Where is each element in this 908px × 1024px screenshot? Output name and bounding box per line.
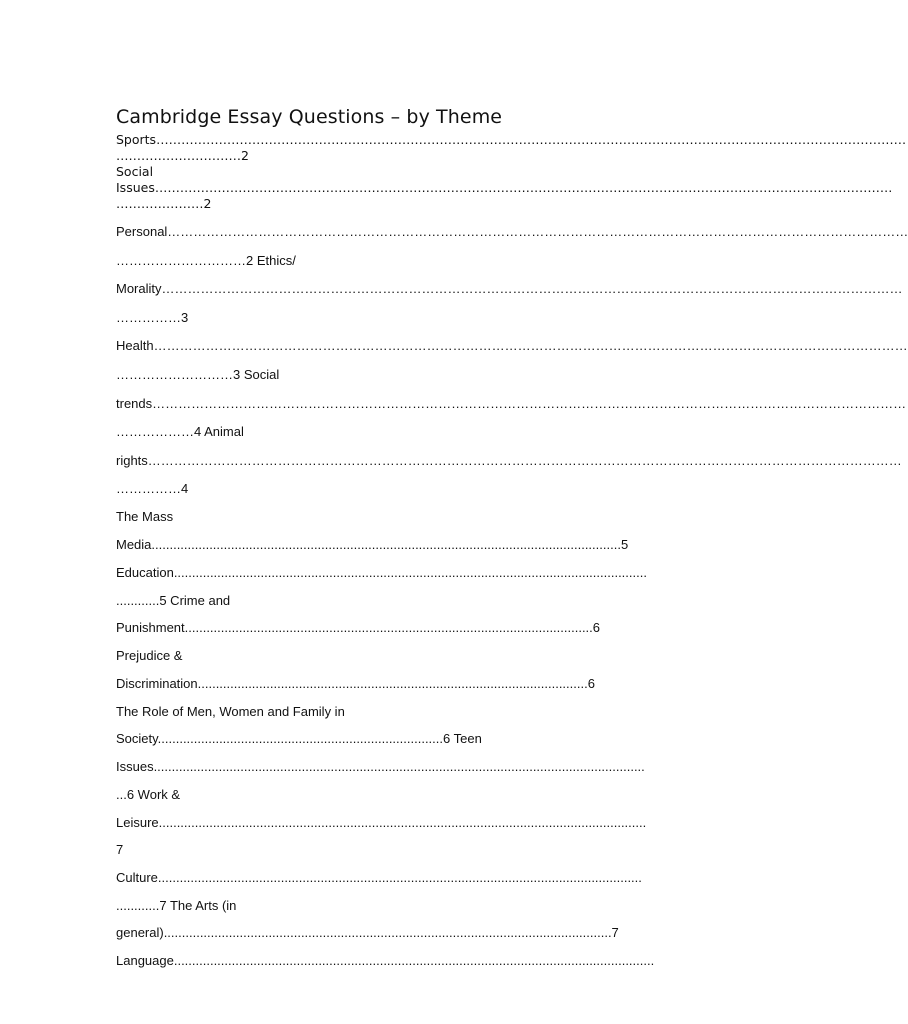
toc-line: Society...............................................................................6 Teen	[116, 731, 482, 746]
toc-line: Media..................................................................................................................................5	[116, 537, 629, 552]
toc-line: Prejudice &	[116, 648, 183, 663]
toc-line: Health…………………………………………………………………………………………………………………………………………………………	[116, 338, 908, 353]
toc-line: Language.....................................................................................................................................	[116, 953, 655, 968]
toc-line: ............5 Crime and	[116, 593, 231, 608]
toc-line: ……………4	[116, 481, 189, 496]
toc-line: …………………………2 Ethics/	[116, 253, 296, 268]
toc-line: …………………2	[116, 196, 212, 211]
toc-line: general)............................................................................................................................7	[116, 925, 619, 940]
toc-line: The Mass	[116, 509, 174, 524]
toc-line: Culture......................................................................................................................................	[116, 870, 642, 885]
toc-line: Personal………………………………………………………………………………………………………………………………………………………	[116, 224, 908, 239]
toc-line: ………………4 Animal	[116, 424, 244, 439]
toc-line: The Role of Men, Women and Family in	[116, 704, 345, 719]
toc-line: trends…………………………………………………………………………………………………………………………………………………………	[116, 396, 907, 411]
toc-line: ............7 The Arts (in	[116, 898, 237, 913]
toc-line: Social	[116, 164, 154, 179]
toc-line: ………………………3 Social	[116, 367, 280, 382]
toc-line: Morality………………………………………………………………………………………………………………………………………………………	[116, 281, 903, 296]
toc-line: …………………………2	[116, 148, 249, 163]
toc-line: Sports………………………………………………………………………………………………………………………………………………………………	[116, 132, 907, 147]
toc-line: Issues........................................................................................................................................	[116, 759, 645, 774]
toc-line: ...6 Work &	[116, 787, 181, 802]
toc-line: Punishment.................................................................................................................6	[116, 620, 601, 635]
toc-line: Issues……………………………………………………………………………………………………………………………………………………………	[116, 180, 893, 195]
toc-line: ……………3	[116, 310, 189, 325]
toc-line: Education...................................................................................................................................	[116, 565, 647, 580]
toc-line: Discrimination............................................................................................................6	[116, 676, 595, 691]
toc-line: 7	[116, 842, 124, 857]
document-title: Cambridge Essay Questions – by Theme	[116, 106, 503, 128]
toc-line: rights…………………………………………………………………………………………………………………………………………………………	[116, 453, 902, 468]
toc-line: Leisure.......................................................................................................................................	[116, 815, 647, 830]
